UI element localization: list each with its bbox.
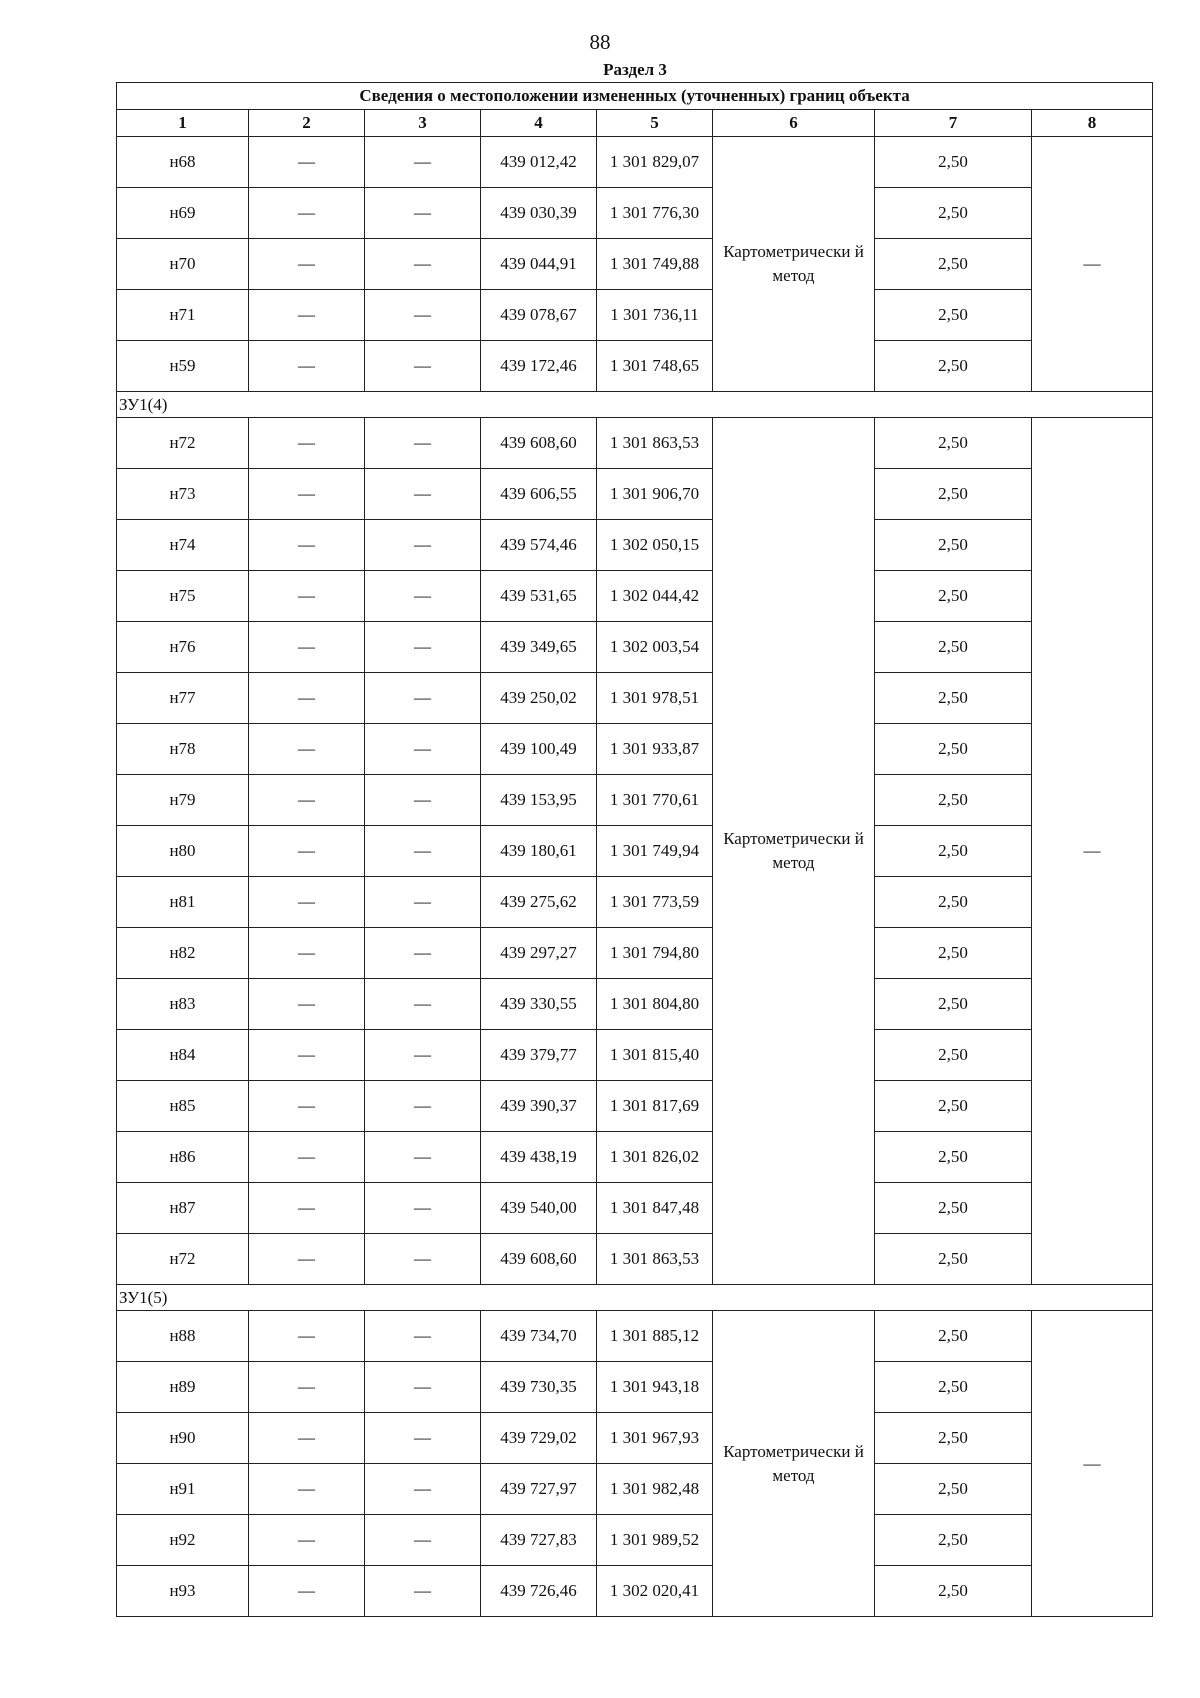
- x-coordinate: 439 030,39: [481, 188, 597, 239]
- col3-value: —: [365, 418, 481, 469]
- col2-value: —: [249, 1132, 365, 1183]
- x-coordinate: 439 531,65: [481, 571, 597, 622]
- method-cell: Картометрически й метод: [713, 137, 875, 392]
- accuracy-value: 2,50: [875, 1183, 1032, 1234]
- col2-value: —: [249, 188, 365, 239]
- point-name: н92: [117, 1515, 249, 1566]
- col2-value: —: [249, 418, 365, 469]
- point-name: н59: [117, 341, 249, 392]
- column-number: 3: [365, 110, 481, 137]
- y-coordinate: 1 301 770,61: [597, 775, 713, 826]
- col2-value: —: [249, 1234, 365, 1285]
- x-coordinate: 439 734,70: [481, 1311, 597, 1362]
- y-coordinate: 1 301 773,59: [597, 877, 713, 928]
- table-row: [117, 979, 1153, 1030]
- accuracy-value: 2,50: [875, 928, 1032, 979]
- table-row: [117, 571, 1153, 622]
- x-coordinate: 439 275,62: [481, 877, 597, 928]
- accuracy-value: 2,50: [875, 1515, 1032, 1566]
- col2-value: —: [249, 1362, 365, 1413]
- x-coordinate: 439 379,77: [481, 1030, 597, 1081]
- x-coordinate: 439 100,49: [481, 724, 597, 775]
- col3-value: —: [365, 1362, 481, 1413]
- col2-value: —: [249, 979, 365, 1030]
- col3-value: —: [365, 1311, 481, 1362]
- col2-value: —: [249, 341, 365, 392]
- point-name: н89: [117, 1362, 249, 1413]
- col2-value: —: [249, 239, 365, 290]
- table-row: [117, 290, 1153, 341]
- point-name: н93: [117, 1566, 249, 1617]
- col2-value: —: [249, 1183, 365, 1234]
- table-row: [117, 673, 1153, 724]
- col3-value: —: [365, 775, 481, 826]
- y-coordinate: 1 302 050,15: [597, 520, 713, 571]
- y-coordinate: 1 301 815,40: [597, 1030, 713, 1081]
- col2-value: —: [249, 673, 365, 724]
- col2-value: —: [249, 469, 365, 520]
- accuracy-value: 2,50: [875, 1413, 1032, 1464]
- x-coordinate: 439 540,00: [481, 1183, 597, 1234]
- col2-value: —: [249, 928, 365, 979]
- point-name: н78: [117, 724, 249, 775]
- table-row: [117, 1234, 1153, 1285]
- table-row: [117, 1081, 1153, 1132]
- y-coordinate: 1 301 749,88: [597, 239, 713, 290]
- column-number: 5: [597, 110, 713, 137]
- column-number: 6: [713, 110, 875, 137]
- x-coordinate: 439 180,61: [481, 826, 597, 877]
- parcel-label: ЗУ1(4): [117, 392, 1153, 418]
- accuracy-value: 2,50: [875, 1030, 1032, 1081]
- table-row: [117, 1311, 1153, 1362]
- col2-value: —: [249, 1030, 365, 1081]
- point-name: н69: [117, 188, 249, 239]
- col3-value: —: [365, 1183, 481, 1234]
- accuracy-value: 2,50: [875, 1566, 1032, 1617]
- table-row: [117, 1464, 1153, 1515]
- y-coordinate: 1 301 736,11: [597, 290, 713, 341]
- col3-value: —: [365, 1234, 481, 1285]
- table-row: [117, 1132, 1153, 1183]
- y-coordinate: 1 301 847,48: [597, 1183, 713, 1234]
- x-coordinate: 439 390,37: [481, 1081, 597, 1132]
- col3-value: —: [365, 1566, 481, 1617]
- table-row: [117, 1030, 1153, 1081]
- y-coordinate: 1 301 982,48: [597, 1464, 713, 1515]
- point-name: н83: [117, 979, 249, 1030]
- accuracy-value: 2,50: [875, 673, 1032, 724]
- column-number-row: [117, 110, 1153, 137]
- y-coordinate: 1 302 003,54: [597, 622, 713, 673]
- table-row: [117, 877, 1153, 928]
- method-cell: Картометрически й метод: [713, 1311, 875, 1617]
- accuracy-value: 2,50: [875, 724, 1032, 775]
- col2-value: —: [249, 877, 365, 928]
- x-coordinate: 439 606,55: [481, 469, 597, 520]
- x-coordinate: 439 250,02: [481, 673, 597, 724]
- table-row: [117, 418, 1153, 469]
- point-name: н74: [117, 520, 249, 571]
- x-coordinate: 439 078,67: [481, 290, 597, 341]
- col3-value: —: [365, 1030, 481, 1081]
- col3-value: —: [365, 571, 481, 622]
- col3-value: —: [365, 1464, 481, 1515]
- point-name: н72: [117, 1234, 249, 1285]
- accuracy-value: 2,50: [875, 1234, 1032, 1285]
- col3-value: —: [365, 469, 481, 520]
- col3-value: —: [365, 877, 481, 928]
- accuracy-value: 2,50: [875, 520, 1032, 571]
- table-row: [117, 826, 1153, 877]
- x-coordinate: 439 438,19: [481, 1132, 597, 1183]
- col3-value: —: [365, 188, 481, 239]
- y-coordinate: 1 301 885,12: [597, 1311, 713, 1362]
- col3-value: —: [365, 1081, 481, 1132]
- table-row: [117, 1515, 1153, 1566]
- point-name: н85: [117, 1081, 249, 1132]
- x-coordinate: 439 727,83: [481, 1515, 597, 1566]
- table-row: [117, 928, 1153, 979]
- col3-value: —: [365, 724, 481, 775]
- y-coordinate: 1 302 044,42: [597, 571, 713, 622]
- point-name: н68: [117, 137, 249, 188]
- point-name: н84: [117, 1030, 249, 1081]
- x-coordinate: 439 726,46: [481, 1566, 597, 1617]
- col2-value: —: [249, 1311, 365, 1362]
- table-row: [117, 137, 1153, 188]
- y-coordinate: 1 301 989,52: [597, 1515, 713, 1566]
- table-body: [117, 83, 1153, 1617]
- table-row: [117, 775, 1153, 826]
- col2-value: —: [249, 290, 365, 341]
- y-coordinate: 1 301 906,70: [597, 469, 713, 520]
- section-title: Раздел 3: [603, 60, 667, 79]
- point-name: н86: [117, 1132, 249, 1183]
- table-row: [117, 1566, 1153, 1617]
- y-coordinate: 1 302 020,41: [597, 1566, 713, 1617]
- accuracy-value: 2,50: [875, 1132, 1032, 1183]
- col2-value: —: [249, 1515, 365, 1566]
- x-coordinate: 439 172,46: [481, 341, 597, 392]
- accuracy-value: 2,50: [875, 1362, 1032, 1413]
- x-coordinate: 439 574,46: [481, 520, 597, 571]
- col2-value: —: [249, 724, 365, 775]
- point-name: н87: [117, 1183, 249, 1234]
- col8-value: —: [1032, 1311, 1153, 1617]
- point-name: н75: [117, 571, 249, 622]
- point-name: н71: [117, 290, 249, 341]
- accuracy-value: 2,50: [875, 290, 1032, 341]
- table-row: [117, 239, 1153, 290]
- accuracy-value: 2,50: [875, 341, 1032, 392]
- x-coordinate: 439 729,02: [481, 1413, 597, 1464]
- col3-value: —: [365, 1515, 481, 1566]
- point-name: н80: [117, 826, 249, 877]
- column-number: 1: [117, 110, 249, 137]
- col3-value: —: [365, 239, 481, 290]
- table-row: [117, 622, 1153, 673]
- col3-value: —: [365, 673, 481, 724]
- y-coordinate: 1 301 817,69: [597, 1081, 713, 1132]
- y-coordinate: 1 301 826,02: [597, 1132, 713, 1183]
- col2-value: —: [249, 137, 365, 188]
- col2-value: —: [249, 622, 365, 673]
- parcel-group-row: [117, 392, 1153, 418]
- accuracy-value: 2,50: [875, 622, 1032, 673]
- col2-value: —: [249, 775, 365, 826]
- x-coordinate: 439 044,91: [481, 239, 597, 290]
- table-row: [117, 469, 1153, 520]
- col2-value: —: [249, 1464, 365, 1515]
- accuracy-value: 2,50: [875, 418, 1032, 469]
- point-name: н82: [117, 928, 249, 979]
- point-name: н72: [117, 418, 249, 469]
- accuracy-value: 2,50: [875, 877, 1032, 928]
- accuracy-value: 2,50: [875, 775, 1032, 826]
- col3-value: —: [365, 1132, 481, 1183]
- column-number: 7: [875, 110, 1032, 137]
- y-coordinate: 1 301 863,53: [597, 1234, 713, 1285]
- y-coordinate: 1 301 749,94: [597, 826, 713, 877]
- x-coordinate: 439 608,60: [481, 418, 597, 469]
- y-coordinate: 1 301 829,07: [597, 137, 713, 188]
- x-coordinate: 439 330,55: [481, 979, 597, 1030]
- table-title: Сведения о местоположении измененных (уточненных) границ объекта: [117, 83, 1153, 110]
- accuracy-value: 2,50: [875, 1311, 1032, 1362]
- table-row: [117, 724, 1153, 775]
- col3-value: —: [365, 622, 481, 673]
- col2-value: —: [249, 520, 365, 571]
- point-name: н88: [117, 1311, 249, 1362]
- col8-value: —: [1032, 418, 1153, 1285]
- x-coordinate: 439 608,60: [481, 1234, 597, 1285]
- x-coordinate: 439 297,27: [481, 928, 597, 979]
- point-name: н73: [117, 469, 249, 520]
- table-row: [117, 341, 1153, 392]
- point-name: н90: [117, 1413, 249, 1464]
- point-name: н81: [117, 877, 249, 928]
- col3-value: —: [365, 520, 481, 571]
- x-coordinate: 439 012,42: [481, 137, 597, 188]
- col2-value: —: [249, 1413, 365, 1464]
- y-coordinate: 1 301 933,87: [597, 724, 713, 775]
- col3-value: —: [365, 290, 481, 341]
- col2-value: —: [249, 1566, 365, 1617]
- accuracy-value: 2,50: [875, 1464, 1032, 1515]
- method-cell: Картометрически й метод: [713, 418, 875, 1285]
- x-coordinate: 439 349,65: [481, 622, 597, 673]
- column-number: 2: [249, 110, 365, 137]
- col3-value: —: [365, 341, 481, 392]
- x-coordinate: 439 153,95: [481, 775, 597, 826]
- accuracy-value: 2,50: [875, 571, 1032, 622]
- col2-value: —: [249, 571, 365, 622]
- col3-value: —: [365, 928, 481, 979]
- col3-value: —: [365, 826, 481, 877]
- accuracy-value: 2,50: [875, 1081, 1032, 1132]
- y-coordinate: 1 301 863,53: [597, 418, 713, 469]
- x-coordinate: 439 730,35: [481, 1362, 597, 1413]
- accuracy-value: 2,50: [875, 826, 1032, 877]
- point-name: н91: [117, 1464, 249, 1515]
- table-row: [117, 1362, 1153, 1413]
- table-title-row: [117, 83, 1153, 110]
- boundary-coordinates-table: [116, 82, 1153, 1617]
- y-coordinate: 1 301 943,18: [597, 1362, 713, 1413]
- point-name: н79: [117, 775, 249, 826]
- col3-value: —: [365, 979, 481, 1030]
- column-number: 4: [481, 110, 597, 137]
- y-coordinate: 1 301 776,30: [597, 188, 713, 239]
- accuracy-value: 2,50: [875, 979, 1032, 1030]
- parcel-group-row: [117, 1285, 1153, 1311]
- table-row: [117, 520, 1153, 571]
- col3-value: —: [365, 137, 481, 188]
- table-row: [117, 1413, 1153, 1464]
- parcel-label: ЗУ1(5): [117, 1285, 1153, 1311]
- point-name: н77: [117, 673, 249, 724]
- accuracy-value: 2,50: [875, 239, 1032, 290]
- col3-value: —: [365, 1413, 481, 1464]
- y-coordinate: 1 301 748,65: [597, 341, 713, 392]
- accuracy-value: 2,50: [875, 188, 1032, 239]
- point-name: н76: [117, 622, 249, 673]
- table-row: [117, 1183, 1153, 1234]
- col2-value: —: [249, 1081, 365, 1132]
- y-coordinate: 1 301 978,51: [597, 673, 713, 724]
- page-number: 88: [589, 30, 611, 54]
- col8-value: —: [1032, 137, 1153, 392]
- y-coordinate: 1 301 794,80: [597, 928, 713, 979]
- table-row: [117, 188, 1153, 239]
- point-name: н70: [117, 239, 249, 290]
- accuracy-value: 2,50: [875, 469, 1032, 520]
- x-coordinate: 439 727,97: [481, 1464, 597, 1515]
- y-coordinate: 1 301 967,93: [597, 1413, 713, 1464]
- col2-value: —: [249, 826, 365, 877]
- column-number: 8: [1032, 110, 1153, 137]
- y-coordinate: 1 301 804,80: [597, 979, 713, 1030]
- accuracy-value: 2,50: [875, 137, 1032, 188]
